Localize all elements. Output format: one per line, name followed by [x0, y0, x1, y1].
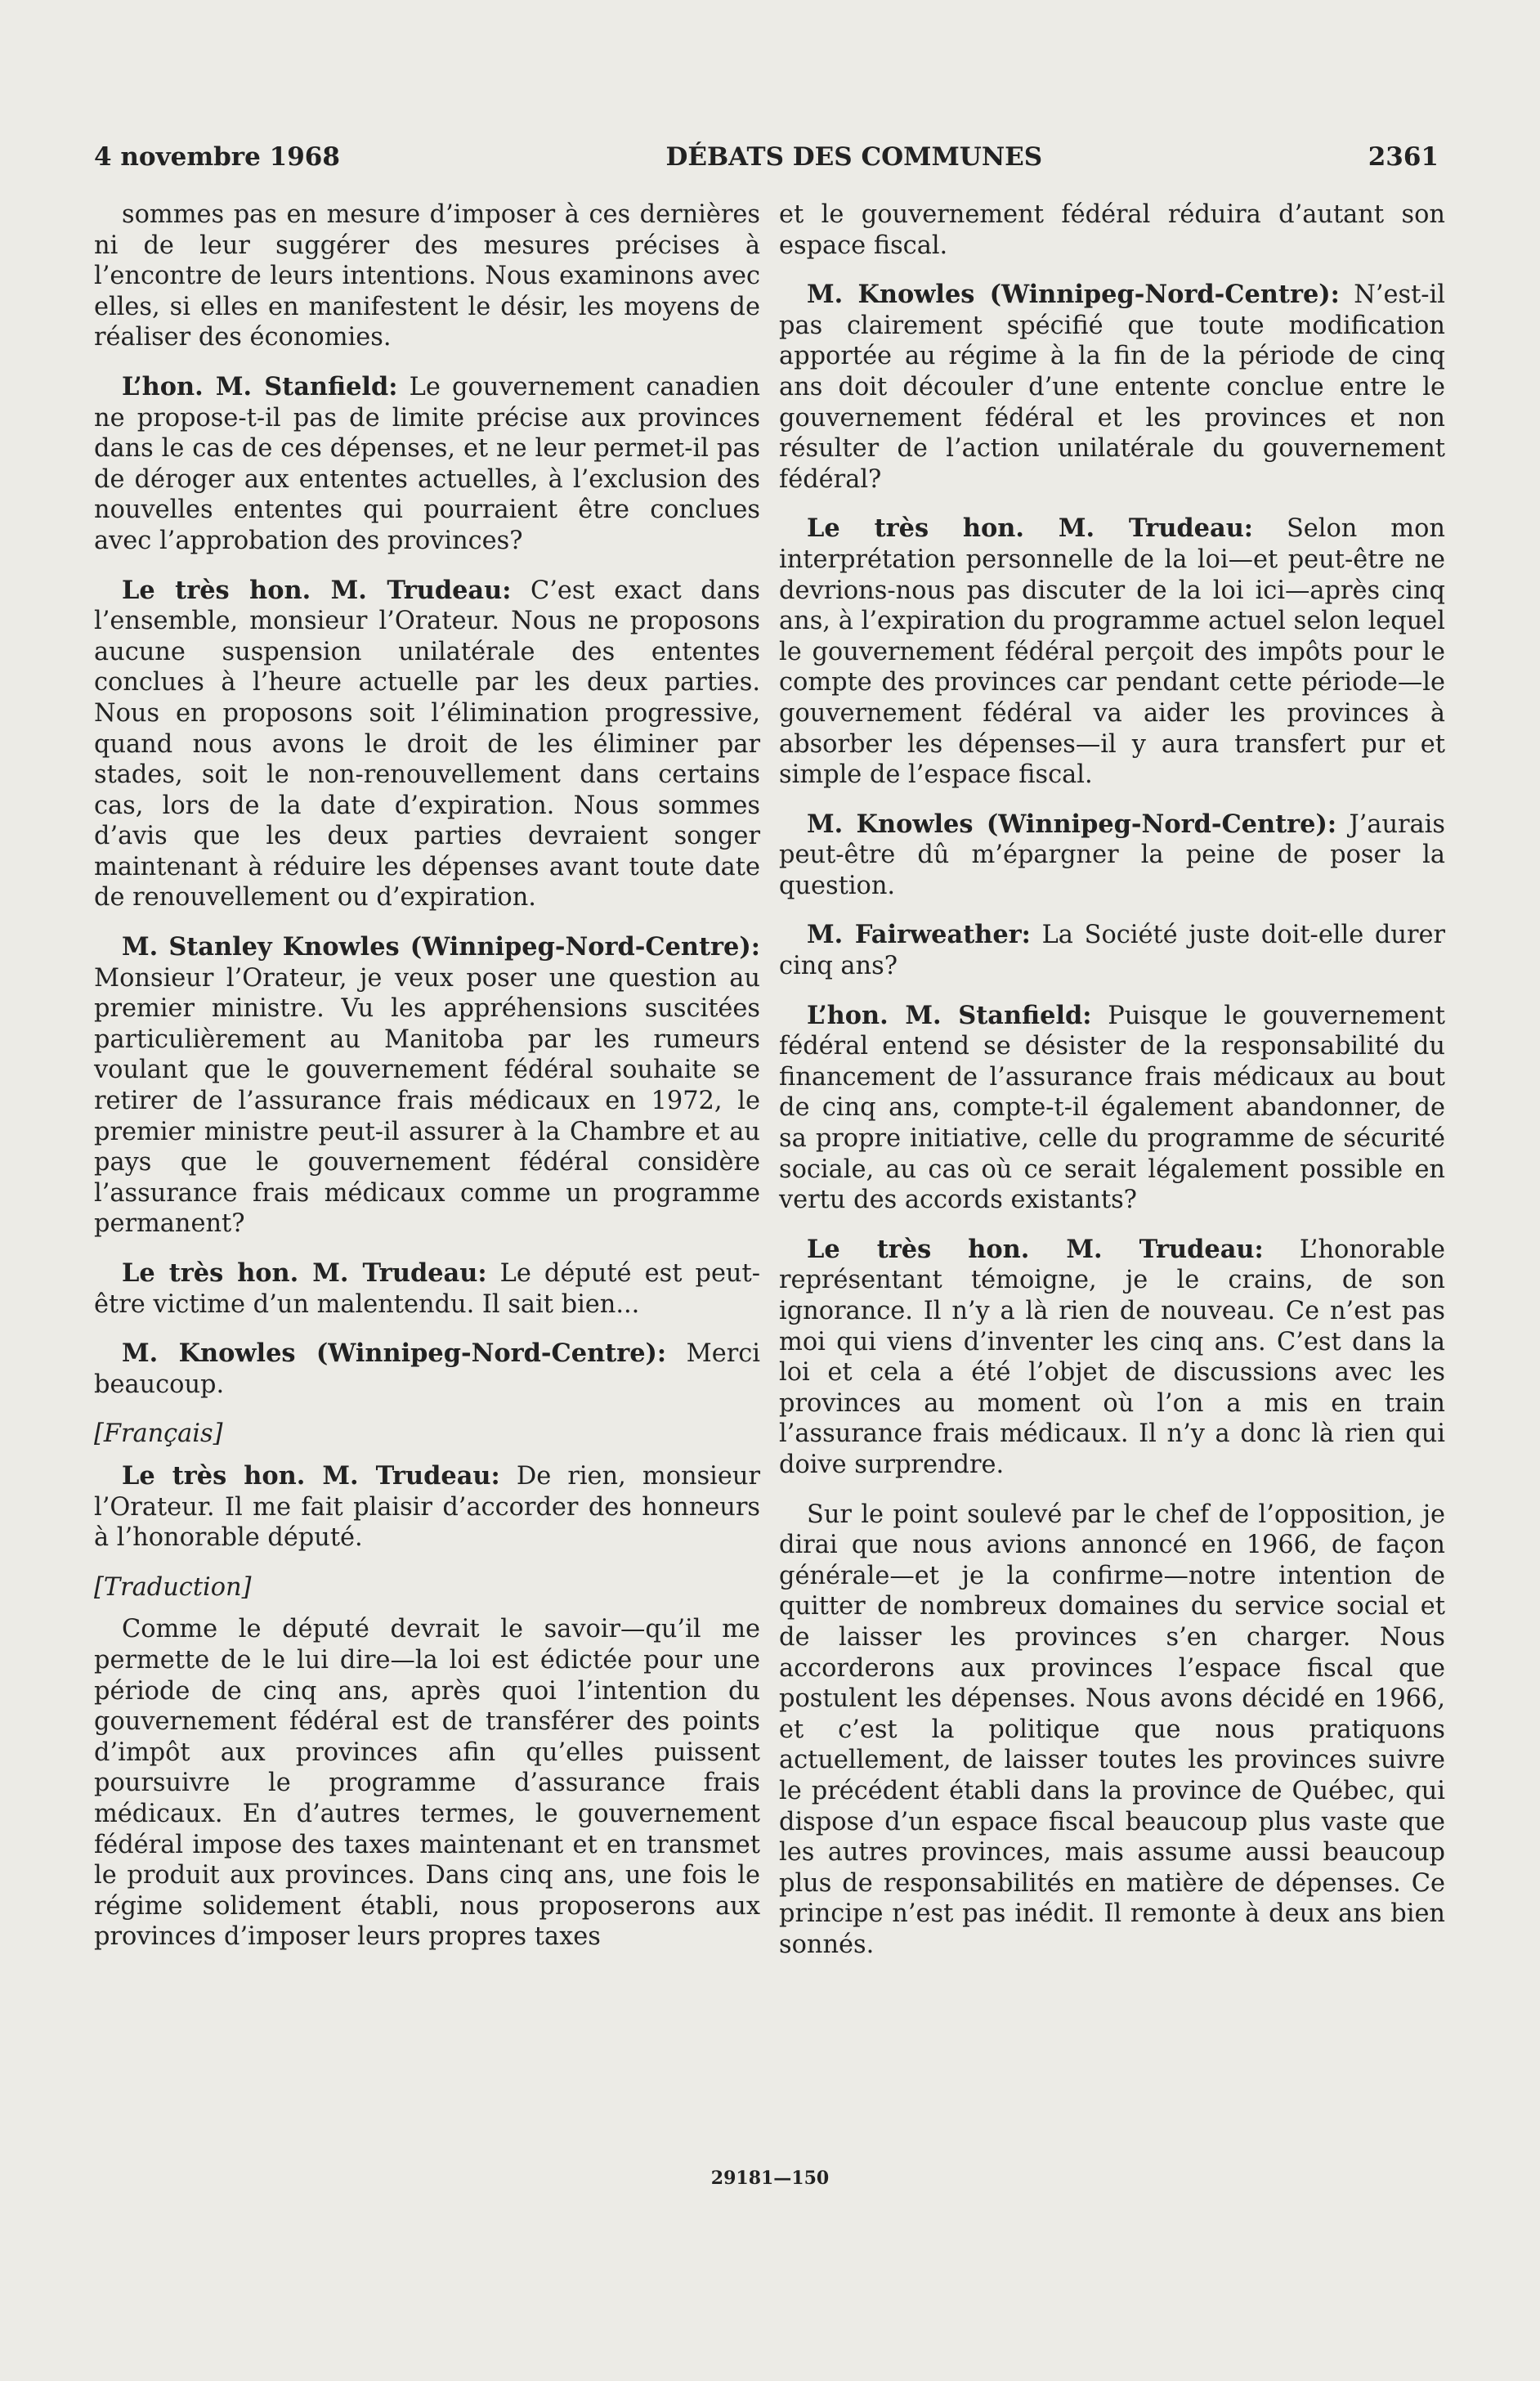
paragraph-text: J’aurais peut-être dû m’épargner la peine de poser la question.	[779, 809, 1445, 900]
paragraph-text: Puisque le gouvernement fédéral entend se désister de la responsabilité du financement de l’assurance frais médicaux au bout de cinq ans, compte-t-il également abandonner, de sa propre initiative, celle du programme de sécurité sociale, au cas où ce serait légalement possible en vertu des accords existants?	[779, 1001, 1445, 1215]
speaker-name: M. Knowles (Winnipeg-Nord-Centre):	[807, 280, 1340, 310]
paragraph	[94, 372, 760, 557]
language-tag: [Traduction]	[94, 1572, 252, 1602]
paragraph	[779, 513, 1445, 790]
paragraph-text: sommes pas en mesure d’imposer à ces dernières ni de leur suggérer des mesures précises à l’encontre de leurs intentions. Nous examinons avec elles, si elles en manifestent le désir, les moyens de réaliser des économies.	[94, 200, 760, 352]
language-tag: [Français]	[94, 1419, 223, 1449]
paragraph-text: Merci beaucoup.	[94, 1339, 760, 1399]
paragraph-text: L’honorable représentant témoigne, je le crains, de son ignorance. Il n’y a là rien de nouveau. Ce n’est pas moi qui viens d’inventer les cinq ans. C’est dans la loi et cela a été l’objet de discussions avec les provinces au moment où l’on a mis en train l’assurance frais médicaux. Il n’y a donc là rien qui doive surprendre.	[779, 1235, 1445, 1479]
paragraph-text: Comme le député devrait le savoir—qu’il me permette de le lui dire—la loi est édictée pour une période de cinq ans, après quoi l’intention du gouvernement fédéral est de transférer des points d’impôt aux provinces afin qu’elles puissent poursuivre le programme d’assurance frais médicaux. En d’autres termes, le gouvernement fédéral impose des taxes maintenant et en transmet le produit aux provinces. Dans cinq ans, une fois le régime solidement établi, nous proposerons aux provinces d’imposer leurs propres taxes	[94, 1615, 760, 1952]
speaker-name: L’hon. M. Stanfield:	[122, 371, 398, 401]
paragraph	[779, 1001, 1445, 1216]
speaker-name: Le très hon. M. Trudeau:	[122, 575, 512, 605]
paragraph-text: et le gouvernement fédéral réduira d’autant son espace fiscal.	[779, 200, 1445, 260]
page-footer-code: 29181—150	[710, 2168, 830, 2189]
paragraph	[94, 1338, 760, 1400]
paragraph	[94, 1614, 760, 1953]
paragraph-text: Le député est peut-être victime d’un malentendu. Il sait bien...	[94, 1259, 760, 1319]
speaker-name: M. Fairweather:	[807, 920, 1031, 950]
paragraph	[779, 809, 1445, 902]
speaker-name: Le très hon. M. Trudeau:	[807, 513, 1254, 544]
paragraph-text: De rien, monsieur l’Orateur. Il me fait plaisir d’accorder des honneurs à l’honorable député.	[94, 1461, 760, 1553]
speaker-name: Le très hon. M. Trudeau:	[122, 1258, 487, 1288]
header-date: 4 novembre 1968	[94, 142, 340, 172]
paragraph-text: Selon mon interprétation personnelle de la loi—et peut-être ne devrions-nous pas discuter de la loi ici—après cinq ans, à l’expiration du programme actuel selon lequel le gouvernement fédéral perçoit des impôts pour le compte des provinces car pendant cette période—le gouvernement fédéral va aider les provinces à absorber les dépenses—il y aura transfert pur et simple de l’espace fiscal.	[779, 514, 1445, 790]
paragraph-text: N’est-il pas clairement spécifié que toute modification apportée au régime à la fin de la période de cinq ans doit découler d’une entente conclue entre le gouvernement fédéral et les provinces et non résulter de l’action unilatérale du gouvernement fédéral?	[779, 280, 1445, 494]
paragraph-text: La Société juste doit-elle durer cinq ans?	[779, 921, 1446, 981]
speaker-name: L’hon. M. Stanfield:	[807, 1000, 1092, 1030]
left-column	[94, 200, 760, 1971]
paragraph	[779, 200, 1445, 261]
speaker-name: M. Stanley Knowles (Winnipeg-Nord-Centre):	[122, 932, 760, 962]
paragraph	[94, 1258, 760, 1320]
paragraph	[94, 1461, 760, 1554]
paragraph	[779, 920, 1445, 981]
page-header	[94, 137, 1439, 177]
header-title: DÉBATS DES COMMUNES	[665, 142, 1043, 172]
speaker-name: Le très hon. M. Trudeau:	[807, 1234, 1264, 1264]
paragraph	[779, 1500, 1445, 1961]
paragraph	[94, 576, 760, 914]
paragraph-text: C’est exact dans l’ensemble, monsieur l’Orateur. Nous ne proposons aucune suspension unilatérale des ententes conclues à l’heure actuelle par les deux parties. Nous en proposons soit l’élimination progressive, quand nous avons le droit de les éliminer par stades, soit le non-renouvellement dans certains cas, lors de la date d’expiration. Nous sommes d’avis que les deux parties devraient songer maintenant à réduire les dépenses avant toute date de renouvellement ou d’expiration.	[94, 576, 760, 912]
speaker-name: Le très hon. M. Trudeau:	[122, 1460, 500, 1491]
paragraph-text: Sur le point soulevé par le chef de l’opposition, je dirai que nous avions annoncé en 1966, de façon générale—et je la confirme—notre intention de quitter de nombreux domaines du service social et de laisser les provinces s’en charger. Nous accorderons aux provinces l’espace fiscal que postulent les dépenses. Nous avons décidé en 1966, et c’est la politique que nous pratiquons actuellement, de laisser toutes les provinces suivre le précédent établi dans la province de Québec, qui dispose d’un espace fiscal beaucoup plus vaste que les autres provinces, mais assume aussi beaucoup plus de responsabilités en matière de dépenses. Ce principe n’est pas inédit. Il remonte à deux ans bien sonnés.	[779, 1500, 1445, 1959]
right-column	[779, 200, 1445, 1979]
paragraph	[779, 1235, 1445, 1481]
paragraph-text: Le gouvernement canadien ne propose-t-il pas de limite précise aux provinces dans le cas de ces dépenses, et ne leur permet-il pas de déroger aux ententes actuelles, à l’exclusion des nouvelles ententes qui pourraient être conclues avec l’approbation des provinces?	[94, 372, 760, 555]
paragraph-text: Monsieur l’Orateur, je veux poser une question au premier ministre. Vu les appréhensions suscitées particulièrement au Manitoba par les rumeurs voulant que le gouvernement fédéral souhaite se retirer de l’assurance frais médicaux en 1972, le premier ministre peut-il assurer à la Chambre et au pays que le gouvernement fédéral considère l’assurance frais médicaux comme un programme permanent?	[94, 963, 760, 1239]
paragraph	[94, 932, 760, 1240]
speaker-name: M. Knowles (Winnipeg-Nord-Centre):	[807, 809, 1337, 839]
speaker-name: M. Knowles (Winnipeg-Nord-Centre):	[122, 1338, 667, 1369]
paragraph	[779, 280, 1445, 495]
header-page-number: 2361	[1368, 142, 1439, 172]
paragraph	[94, 200, 760, 353]
